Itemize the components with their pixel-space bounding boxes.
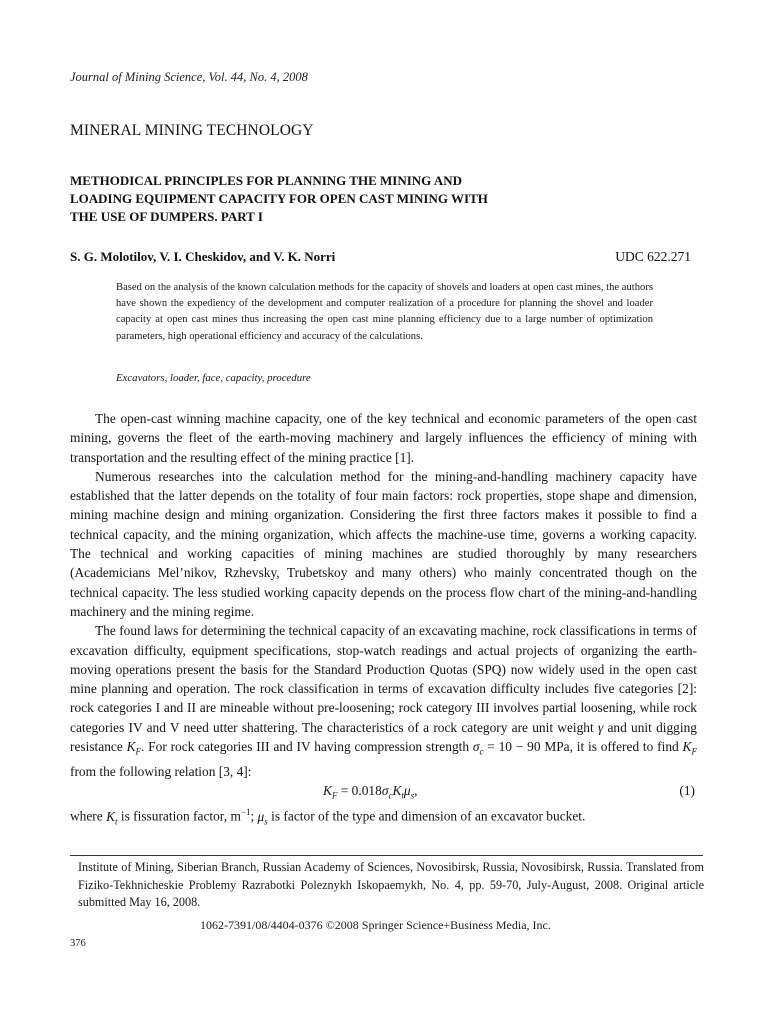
paragraph-3-text-c: . For rock categories III and IV having compression strength [141,739,470,755]
equation-definitions: where $K_t$ is fissuration factor, $m^{-1}$; $\mu_s$ is factor of the type and dimension of an excavator bucket. [70,807,586,827]
paragraph-3 [70,621,697,781]
affiliation-footnote: Institute of Mining, Siberian Branch, Russian Academy of Sciences, Novosibirsk, Russia, Novosibirsk, Russia. Translated from Fiziko-Tekhnicheskie Problemy Razrabotki Poleznykh Iskopaemykh, No. 4, pp. 59-70, July-August, 2008. Original article submitted May 16, 2008. [78,860,704,909]
abstract: Based on the analysis of the known calculation methods for the capacity of shovels and loaders at open cast mines, the authors have shown the expediency of the development and computer realization of a procedure for planning the shovel and loader capacity at open cast mines thus increasing the open cast mine planning efficiency due to a large number of optimization parameters, high operational efficiency and accuracy of the calculations. [116,282,653,342]
kf-symbol-2: $K_F$ [682,739,697,757]
author-list: S. G. Molotilov, V. I. Cheskidov, and V. K. Norri [70,249,336,264]
udc-code: UDC 622.271 [615,249,691,264]
paragraph-1: The open-cast winning machine capacity, one of the key technical and economic parameters of the open cast mining, governs the fleet of the earth-moving machinery and largely influences the efficiency of mining with transportation and the resulting effect of the mining practice [1]. [70,411,697,465]
section-heading: MINERAL MINING TECHNOLOGY [70,122,314,139]
kf-symbol: $K_F$ [126,739,142,757]
paragraph-2: Numerous researches into the calculation method for the mining-and-handling machinery capacity have established that the latter depends on the totality of four main factors: rock properties, stope shape and dimension, mining machine design and mining organization. Considering the first three factors makes it possible to find a technical capacity, and the mining organization, which affects the machine-use time, governs a working capacity. The technical and working capacities of mining machines are studied thoroughly by many researchers (Academicians Mel’nikov, Rzhevsky, Trubetskoy and many others) who mainly concentrated though on the technical capacity. The less studied working capacity depends on the process flow chart of the mining-and-handling machinery and the mining regime. [70,468,697,619]
footnote-divider [70,855,703,856]
equation-1 [70,781,697,803]
article-body [70,409,697,832]
sigma-expression: $\sigma_c$ [472,739,484,757]
paragraph-3-text-a: The found laws for determining the technical capacity of an excavating machine, rock classifications in terms of excavation difficulty, equipment specifications, stop-watch readings and actual projects of organizing the earth-moving operations present the basis for the Standard Production Quotas (SPQ) now widely used in the open cast mine planning and operation. The rock classification in terms of excavation difficulty includes five categories [2]: rock categories I and II are mineable without pre-loosening; rock category III involves partial loosening, while rock categories IV and V need utter shattering. The characteristics of a rock category are unit weight [70,623,697,735]
keywords: Excavators, loader, face, capacity, procedure [116,372,311,384]
article-title: METHODICAL PRINCIPLES FOR PLANNING THE MINING AND LOADING EQUIPMENT CAPACITY FOR OPEN CAST MINING WITH THE USE OF DUMPERS. PART I [70,173,488,224]
paragraph-3-text-d: MPa, it is offered to find [544,739,679,755]
sigma-range: = 10 − 90 [483,739,541,755]
gamma-symbol: γ [597,719,604,735]
equation-expression: $K_F = 0.018\sigma_cK_t\mu_s$, [323,783,418,801]
paragraph-3-text-e: from the following relation [3, 4]: [70,764,252,780]
copyright-line: 1062-7391/08/4404-0376 ©2008 Springer Science+Business Media, Inc. [200,918,551,932]
equation-number: (1) [679,783,695,799]
paragraph-3-text-b: and unit digging resistance [70,719,697,755]
page-number: 376 [70,938,86,949]
journal-citation: Journal of Mining Science, Vol. 44, No. 4, 2008 [70,70,308,84]
